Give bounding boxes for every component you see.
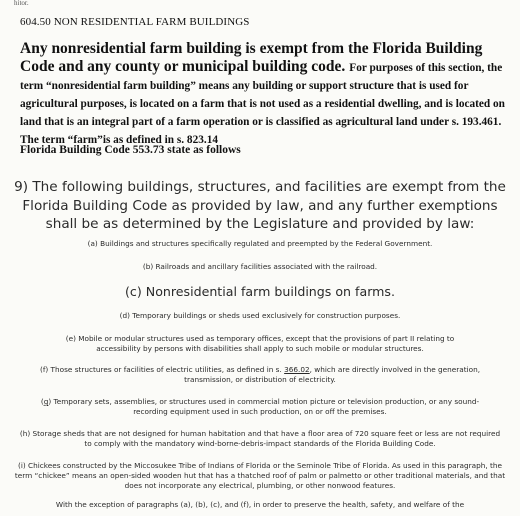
- section-title: 604.50 NON RESIDENTIAL FARM BUILDINGS: [20, 16, 250, 28]
- item-h: (h) Storage sheds that are not designed for human habitation and that have a floor area of 720 square feet or less are not required to comply with the mandatory wind-borne-debris-impact standards of the Florida Building Code.: [19, 429, 501, 448]
- item-f-text-end: , which are directly involved in the generation, transmission, or distribution of electricity.: [184, 365, 481, 384]
- item-i: (i) Chickees constructed by the Miccosukee Tribe of Indians of Florida or the Seminole Tribe of Florida. As used in this paragraph, the term “chickee” means an open-sided wooden hut that has a thatched roof of palm or palmetto or other traditional materials, and that does not incorporate any electrical, plumbing, or other nonwood features.: [14, 461, 506, 490]
- item-g-letter: g: [43, 397, 49, 406]
- exemption-definition: For purposes of this section, the term “nonresidential farm building” means any building or support structure that is used for agricultural purposes, is located on a farm that is not used as a residential dwelling, and is located on land that is an integral part of a farm operation or is classified as agricultural land under s. 193.461. The term “farm”is as defined in s. 823.14: [20, 62, 505, 146]
- item-c: (c) Nonresidential farm buildings on farms.: [125, 284, 395, 299]
- item-f: [34, 365, 486, 385]
- item-g: [24, 397, 496, 417]
- closing-line: With the exception of paragraphs (a), (b), (c), and (f), in order to preserve the health, safety, and welfare of the: [55, 500, 465, 509]
- exemption-lead: Any nonresidential farm building is exempt from the Florida Building Code and any county or municipal building code.: [20, 40, 483, 75]
- item-g-text: ) Temporary sets, assemblies, or structures used in commercial motion picture or television production, or any sound-recording equipment used in such production, on or off the premises.: [48, 397, 480, 416]
- fbc-heading: Florida Building Code 553.73 state as follows: [20, 144, 241, 156]
- statute-link-366-02[interactable]: 366.02: [284, 365, 310, 374]
- item-g-open: (: [40, 397, 44, 406]
- item-f-text-start: (f) Those structures or facilities of electric utilities, as defined in s.: [39, 365, 285, 374]
- item-b: (b) Railroads and ancillary facilities associated with the railroad.: [142, 262, 378, 271]
- item-d: (d) Temporary buildings or sheds used exclusively for construction purposes.: [119, 311, 401, 320]
- cropped-header-text: hitor.: [14, 0, 29, 7]
- exemption-paragraph: [20, 40, 508, 148]
- intro-paragraph: 9) The following buildings, structures, and facilities are exempt from the Florida Building Code as provided by law, and any further exemptions shall be as determined by the Legislature and provided by law:: [14, 179, 506, 232]
- item-a: (a) Buildings and structures specifically regulated and preempted by the Federal Government.: [87, 239, 433, 248]
- item-e: (e) Mobile or modular structures used as temporary offices, except that the provisions of part II relating to accessibility by persons with disabilities shall apply to such mobile or modular structures.: [65, 334, 455, 353]
